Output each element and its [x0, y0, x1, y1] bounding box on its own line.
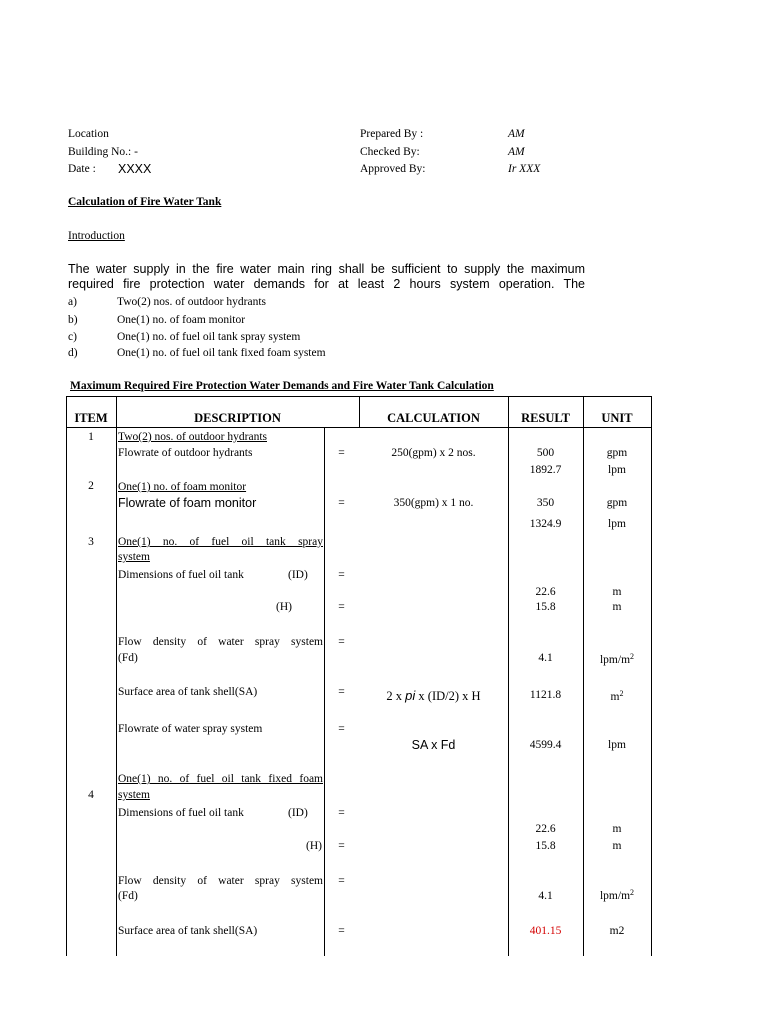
item-4-h-result: 15.8: [535, 840, 556, 852]
item-4-id-result: 22.6: [535, 823, 556, 835]
item-1-heading: Two(2) nos. of outdoor hydrants: [118, 431, 267, 443]
item-3-id-equals: =: [338, 569, 345, 581]
item-3-dim-label: Dimensions of fuel oil tank: [118, 569, 244, 581]
item-2-flow-result: 350: [536, 497, 555, 509]
item-4-sa-unit: m2: [609, 925, 625, 937]
item-4-h-equals: =: [338, 840, 345, 852]
item-2-flow-result-lpm: 1324.9: [529, 518, 562, 530]
intro-list-marker-b: b): [68, 314, 78, 326]
intro-line-1: The water supply in the fire water main ring shall be sufficient to supply the maximum: [68, 262, 585, 276]
item-4-fd-label-line-2: (Fd): [118, 890, 138, 902]
item-1-flow-result: 500: [536, 447, 555, 459]
item-2-number: 2: [88, 480, 94, 492]
prepared-by-value: AM: [508, 128, 525, 140]
intro-list-item-a: Two(2) nos. of outdoor hydrants: [117, 296, 266, 308]
item-3-sa-calc: 2 x pi x (ID/2) x H: [386, 688, 481, 703]
item-3-h-result: 15.8: [535, 601, 556, 613]
item-3-spray-unit: lpm: [608, 739, 626, 751]
header-calculation: CALCULATION: [387, 411, 480, 425]
header-item: ITEM: [74, 411, 108, 425]
item-2-flow-calc: 350(gpm) x 1 no.: [393, 497, 474, 509]
item-3-fd-equals: =: [338, 636, 345, 648]
checked-by-label: Checked By:: [360, 146, 420, 158]
item-4-fd-label-line-1: Flow density of water spray system: [118, 875, 323, 887]
item-3-heading-line-2: system: [118, 551, 150, 563]
item-1-flow-label: Flowrate of outdoor hydrants: [118, 447, 253, 459]
item-4-id-equals: =: [338, 807, 345, 819]
item-3-h-equals: =: [338, 601, 345, 613]
header-description: DESCRIPTION: [194, 411, 281, 425]
item-3-sa-result: 1121.8: [529, 689, 562, 701]
item-4-id-unit: m: [612, 823, 622, 835]
item-1-flow-result-lpm: 1892.7: [529, 464, 562, 476]
item-2-flow-label: Flowrate of foam monitor: [118, 496, 257, 510]
item-3-spray-result: 4599.4: [529, 739, 562, 751]
intro-list-marker-c: c): [68, 331, 77, 343]
item-3-fd-label-line-2: (Fd): [118, 652, 138, 664]
prepared-by-label: Prepared By :: [360, 128, 424, 140]
header-unit: UNIT: [601, 411, 633, 425]
item-3-spray-equals: =: [338, 723, 345, 735]
item-3-fd-result: 4.1: [538, 652, 553, 664]
checked-by-value: AM: [508, 146, 525, 158]
item-3-sa-equals: =: [338, 686, 345, 698]
location-label: Location: [68, 128, 109, 140]
item-4-dim-label: Dimensions of fuel oil tank: [118, 807, 244, 819]
item-3-sa-label: Surface area of tank shell(SA): [118, 686, 258, 698]
item-4-h-unit: m: [612, 840, 622, 852]
item-4-h-label: (H): [306, 840, 322, 852]
item-4-heading-line-1: One(1) no. of fuel oil tank fixed foam: [118, 773, 323, 785]
item-3-heading-line-1: One(1) no. of fuel oil tank spray: [118, 536, 323, 548]
date-label: Date :: [68, 163, 96, 175]
item-1-flow-unit: gpm: [606, 447, 628, 459]
item-4-fd-unit: lpm/$m^2$: [599, 888, 635, 902]
item-4-sa-equals: =: [338, 925, 345, 937]
item-4-number: 4: [88, 789, 94, 801]
item-4-heading-line-2: system: [118, 789, 150, 801]
item-3-fd-label-line-1: Flow density of water spray system: [118, 636, 323, 648]
item-1-equals: =: [338, 447, 345, 459]
item-3-spray-calc: SA x Fd: [411, 738, 456, 752]
item-3-spray-label: Flowrate of water spray system: [118, 723, 263, 735]
table-title: Maximum Required Fire Protection Water Demands and Fire Water Tank Calculation: [70, 380, 494, 392]
approved-by-value: Ir XXX: [508, 163, 541, 175]
item-3-id-label: (ID): [288, 569, 308, 581]
item-3-id-unit: m: [612, 586, 622, 598]
item-2-heading: One(1) no. of foam monitor: [118, 481, 247, 493]
building-label: Building No.: -: [68, 146, 138, 158]
header-result: RESULT: [521, 411, 570, 425]
item-1-flow-unit-lpm: lpm: [608, 464, 626, 476]
intro-list-marker-d: d): [68, 347, 78, 359]
item-3-id-result: 22.6: [535, 586, 556, 598]
item-3-sa-unit: $m^2$: [610, 689, 624, 703]
item-2-flow-unit: gpm: [606, 497, 628, 509]
item-3-h-label: (H): [276, 601, 292, 613]
intro-list-item-b: One(1) no. of foam monitor: [117, 314, 246, 326]
approved-by-label: Approved By:: [360, 163, 426, 175]
item-3-h-unit: m: [612, 601, 622, 613]
intro-list-item-d: One(1) no. of fuel oil tank fixed foam system: [117, 347, 326, 359]
item-3-number: 3: [88, 536, 94, 548]
item-4-sa-result: 401.15: [529, 925, 562, 937]
date-value: XXXX: [118, 162, 152, 176]
intro-list-item-c: One(1) no. of fuel oil tank spray system: [117, 331, 301, 343]
item-4-id-label: (ID): [288, 807, 308, 819]
item-4-sa-label: Surface area of tank shell(SA): [118, 925, 258, 937]
intro-heading: Introduction: [68, 230, 125, 242]
item-2-equals: =: [338, 497, 345, 509]
item-3-fd-unit: lpm/$m^2$: [599, 652, 635, 666]
item-4-fd-result: 4.1: [538, 890, 553, 902]
item-1-flow-calc: 250(gpm) x 2 nos.: [391, 447, 476, 459]
intro-list-marker-a: a): [68, 296, 77, 308]
intro-line-2: required fire protection water demands for at least 2 hours system operation. The: [68, 277, 585, 291]
document-title: Calculation of Fire Water Tank: [68, 196, 222, 208]
item-2-flow-unit-lpm: lpm: [608, 518, 626, 530]
item-1-number: 1: [88, 431, 94, 443]
item-4-fd-equals: =: [338, 875, 345, 887]
